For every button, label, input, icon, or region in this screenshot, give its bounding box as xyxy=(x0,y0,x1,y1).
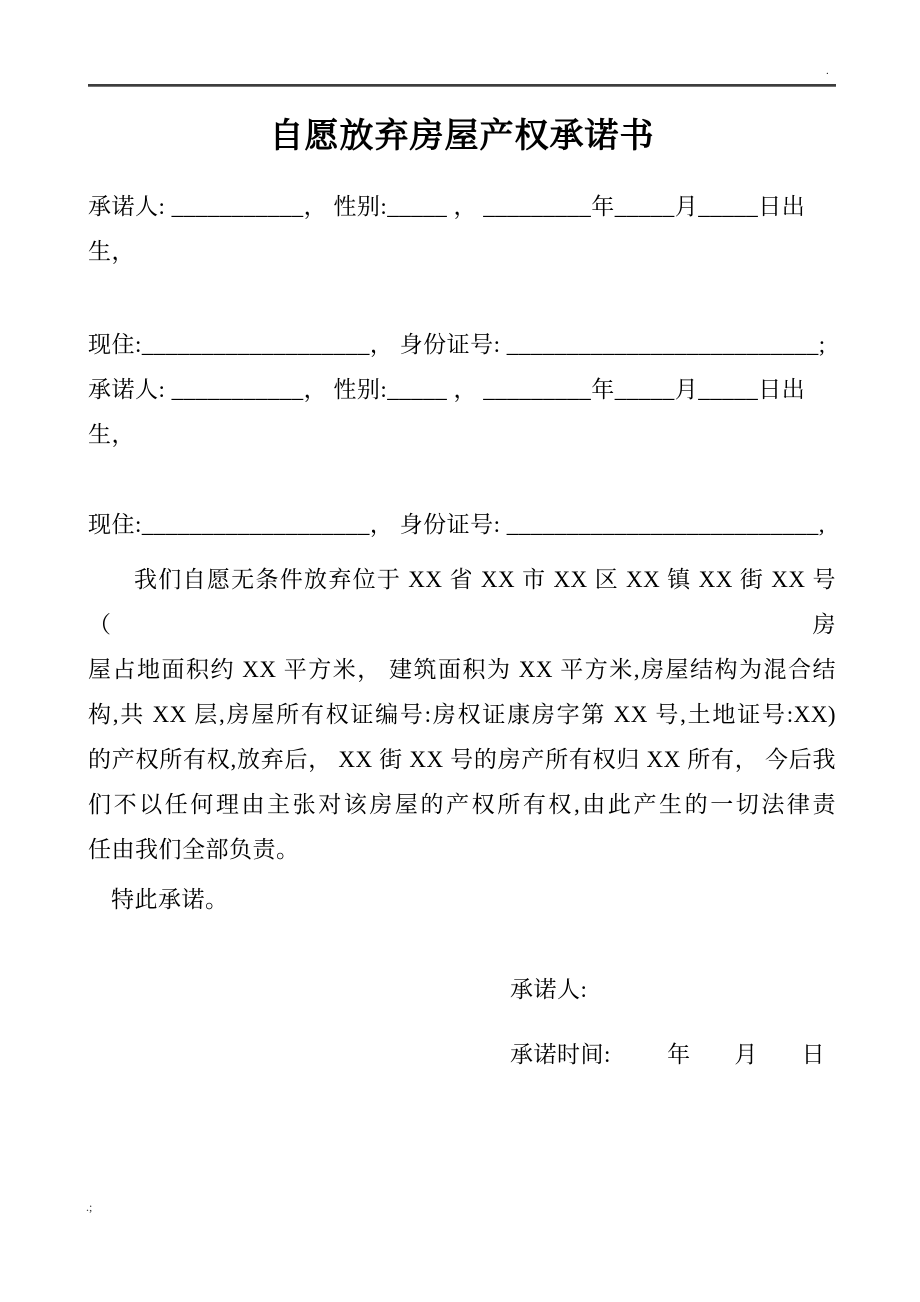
body-line: 们不以任何理由主张对该房屋的产权所有权,由此产生的一切法律责 xyxy=(88,791,836,817)
body-paragraph xyxy=(88,557,836,872)
promisor2-residence-line: 现住:___________________， 身份证号: __________________________, xyxy=(88,511,826,537)
corner-mark: . xyxy=(826,65,829,77)
page-content xyxy=(0,84,920,1077)
header-rule-divider xyxy=(88,84,836,87)
signer-label-line: 承诺人: xyxy=(510,976,588,1002)
footer-mark: .; xyxy=(86,1200,93,1214)
body-line: 屋占地面积约 XX 平方米， 建筑面积为 XX 平方米,房屋结构为混合结 xyxy=(88,656,836,682)
body-line: 任由我们全部负责。 xyxy=(88,836,300,862)
page-title: 自愿放弃房屋产权承诺书 xyxy=(269,118,655,155)
promisor1-identity-line: 承诺人: ___________， 性别:_____ ， _________年_____月_____日出生， xyxy=(88,193,806,264)
promisor2-identity-line: 承诺人: ___________， 性别:_____ ， _________年_____月_____日出生， xyxy=(88,376,806,447)
signature-date-line: 承诺时间: 年 月 日 xyxy=(510,1041,826,1067)
promisor1-residence-line: 现住:___________________， 身份证号: __________________________; xyxy=(88,331,826,357)
closing-statement: 特此承诺。 xyxy=(111,886,229,912)
body-line: 构,共 XX 层,房屋所有权证编号:房权证康房字第 XX 号,土地证号:XX) xyxy=(88,701,836,727)
body-line: 我们自愿无条件放弃位于 XX 省 XX 市 XX 区 XX 镇 XX 街 XX 号（房 xyxy=(88,566,836,637)
body-line: 的产权所有权,放弃后， XX 街 XX 号的房产所有权归 XX 所有， 今后我 xyxy=(88,746,836,772)
